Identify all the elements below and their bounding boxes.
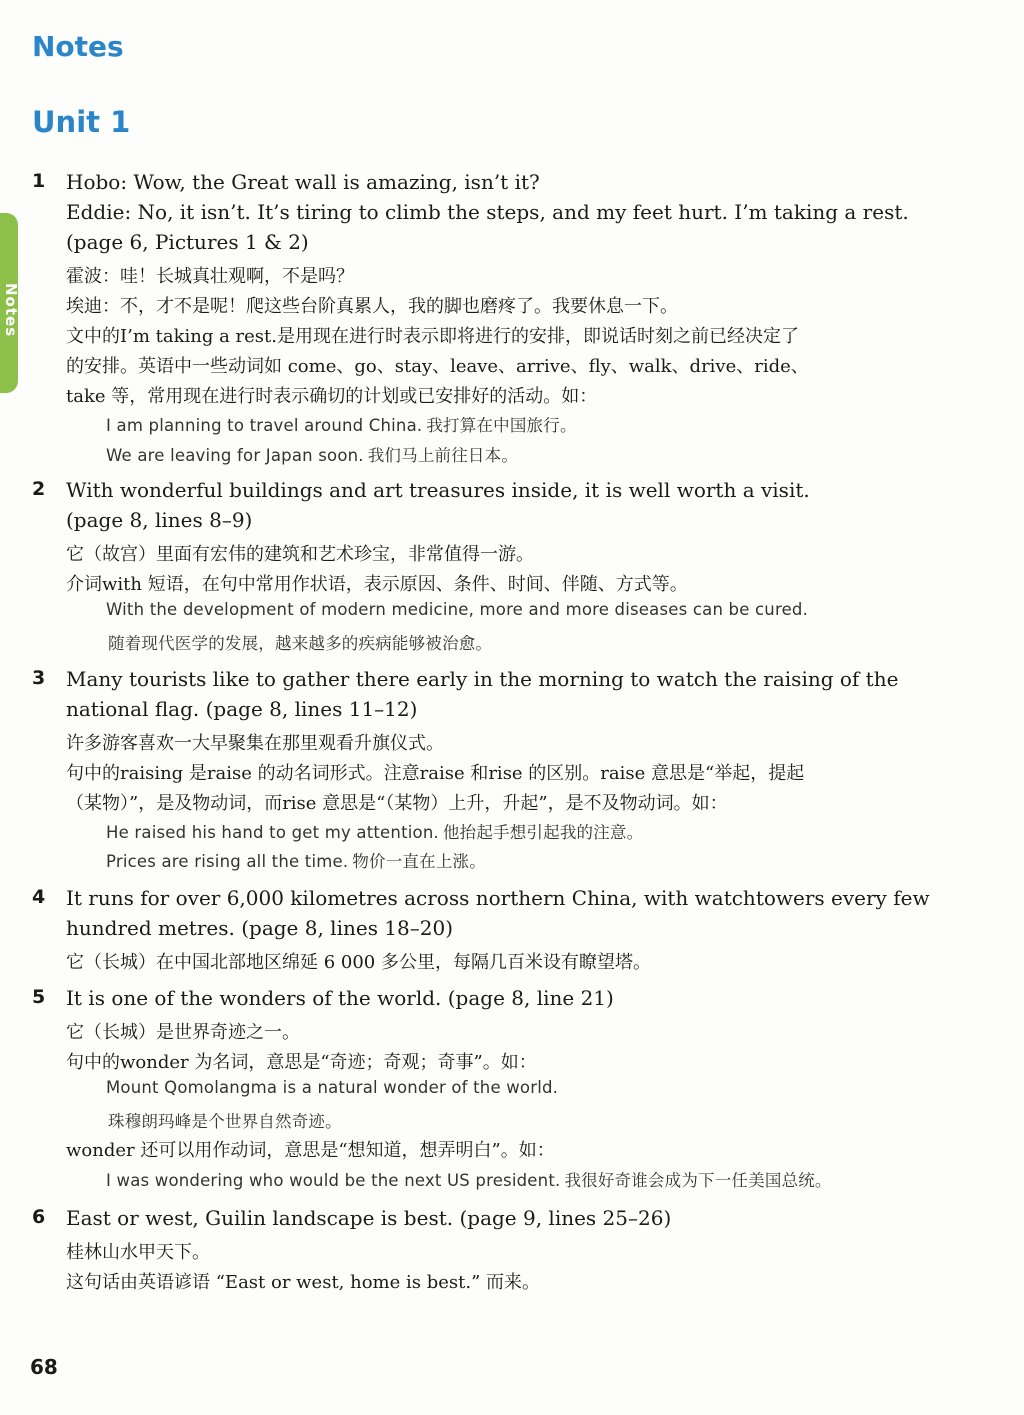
explanation-line: 文中的I’m taking a rest.是用现在进行时表示即将进行的安排，即说话时刻之前已经决定了	[66, 326, 799, 347]
translation-line: 霍波：哇！长城真壮观啊，不是吗？	[66, 266, 354, 287]
note-number: 6	[32, 1206, 46, 1228]
dialogue-line: Hobo: Wow, the Great wall is amazing, isn’t it?	[66, 170, 540, 194]
example-sentence	[106, 848, 486, 872]
note-number: 5	[32, 986, 46, 1008]
translation-line: 它（长城）是世界奇迹之一。	[66, 1022, 300, 1043]
translation-line: 埃迪：不，才不是呢！爬这些台阶真累人，我的脚也磨疼了。我要休息一下。	[66, 296, 678, 317]
note-number: 4	[32, 886, 46, 908]
example-chinese: 他抬起手想引起我的注意。	[442, 823, 644, 842]
example-chinese: 物价一直在上涨。	[352, 852, 486, 871]
explanation-line: wonder 还可以用作动词，意思是“想知道，想弄明白”。如：	[66, 1140, 555, 1161]
side-tab-label: Notes	[2, 283, 20, 338]
example-sentence	[106, 412, 577, 436]
source-sentence: With wonderful buildings and art treasures inside, it is well worth a visit.	[66, 478, 810, 502]
dialogue-line: Eddie: No, it isn’t. It’s tiring to climb the steps, and my feet hurt. I’m taking a rest.	[66, 200, 909, 224]
example-chinese: 我很好奇谁会成为下一任美国总统。	[564, 1171, 832, 1190]
example-english: With the development of modern medicine, more and more diseases can be cured.	[106, 600, 809, 619]
example-english: Mount Qomolangma is a natural wonder of the world.	[106, 1078, 559, 1097]
explanation-line: 这句话由英语谚语 “East or west, home is best.” 而来。	[66, 1272, 541, 1293]
source-sentence: It runs for over 6,000 kilometres across northern China, with watchtowers every few	[66, 886, 930, 910]
explanation-line: 的安排。英语中一些动词如 come、go、stay、leave、arrive、fly、walk、drive、ride、	[66, 356, 809, 377]
page-reference: (page 6, Pictures 1 & 2)	[66, 230, 309, 254]
translation-line: 许多游客喜欢一大早聚集在那里观看升旗仪式。	[66, 733, 444, 754]
example-english: I am planning to travel around China.	[106, 416, 423, 435]
example-chinese: 随着现代医学的发展，越来越多的疾病能够被治愈。	[108, 634, 493, 653]
example-english: Prices are rising all the time.	[106, 852, 349, 871]
source-sentence: It is one of the wonders of the world. (page 8, line 21)	[66, 986, 614, 1010]
note-number: 3	[32, 667, 46, 689]
explanation-line: （某物）”，是及物动词，而rise 意思是“（某物）上升，升起”，是不及物动词。如：	[66, 793, 728, 814]
page-number: 68	[30, 1355, 58, 1379]
translation-line: 桂林山水甲天下。	[66, 1242, 210, 1263]
note-number: 1	[32, 170, 46, 192]
source-sentence: national flag. (page 8, lines 11–12)	[66, 697, 418, 721]
example-chinese: 珠穆朗玛峰是个世界自然奇迹。	[108, 1112, 342, 1131]
example-chinese: 我打算在中国旅行。	[426, 416, 577, 435]
source-sentence: hundred metres. (page 8, lines 18–20)	[66, 916, 454, 940]
explanation-line: 介词with 短语，在句中常用作状语，表示原因、条件、时间、伴随、方式等。	[66, 574, 688, 595]
example-sentence	[106, 819, 643, 843]
example-english: We are leaving for Japan soon.	[106, 446, 364, 465]
notes-side-tab	[0, 213, 18, 393]
explanation-line: 句中的wonder 为名词，意思是“奇迹；奇观；奇事”。如：	[66, 1052, 537, 1073]
translation-line: 它（长城）在中国北部地区绵延 6 000 多公里，每隔几百米设有瞭望塔。	[66, 952, 651, 973]
translation-line: 它（故宫）里面有宏伟的建筑和艺术珍宝，非常值得一游。	[66, 544, 534, 565]
page-reference: (page 8, lines 8–9)	[66, 508, 253, 532]
source-sentence: East or west, Guilin landscape is best. (page 9, lines 25–26)	[66, 1206, 672, 1230]
example-chinese: 我们马上前往日本。	[367, 446, 519, 465]
explanation-line: take 等，常用现在进行时表示确切的计划或已安排好的活动。如：	[66, 386, 598, 407]
note-number: 2	[32, 478, 46, 500]
unit-heading: Unit 1	[32, 105, 131, 139]
example-sentence	[106, 1167, 832, 1191]
example-english: I was wondering who would be the next US president.	[106, 1171, 561, 1190]
example-sentence	[106, 442, 518, 466]
notes-heading: Notes	[32, 30, 124, 63]
source-sentence: Many tourists like to gather there early in the morning to watch the raising of the	[66, 667, 899, 691]
explanation-line: 句中的raising 是raise 的动名词形式。注意raise 和rise 的区别。raise 意思是“举起，提起	[66, 763, 805, 784]
example-english: He raised his hand to get my attention.	[106, 823, 439, 842]
